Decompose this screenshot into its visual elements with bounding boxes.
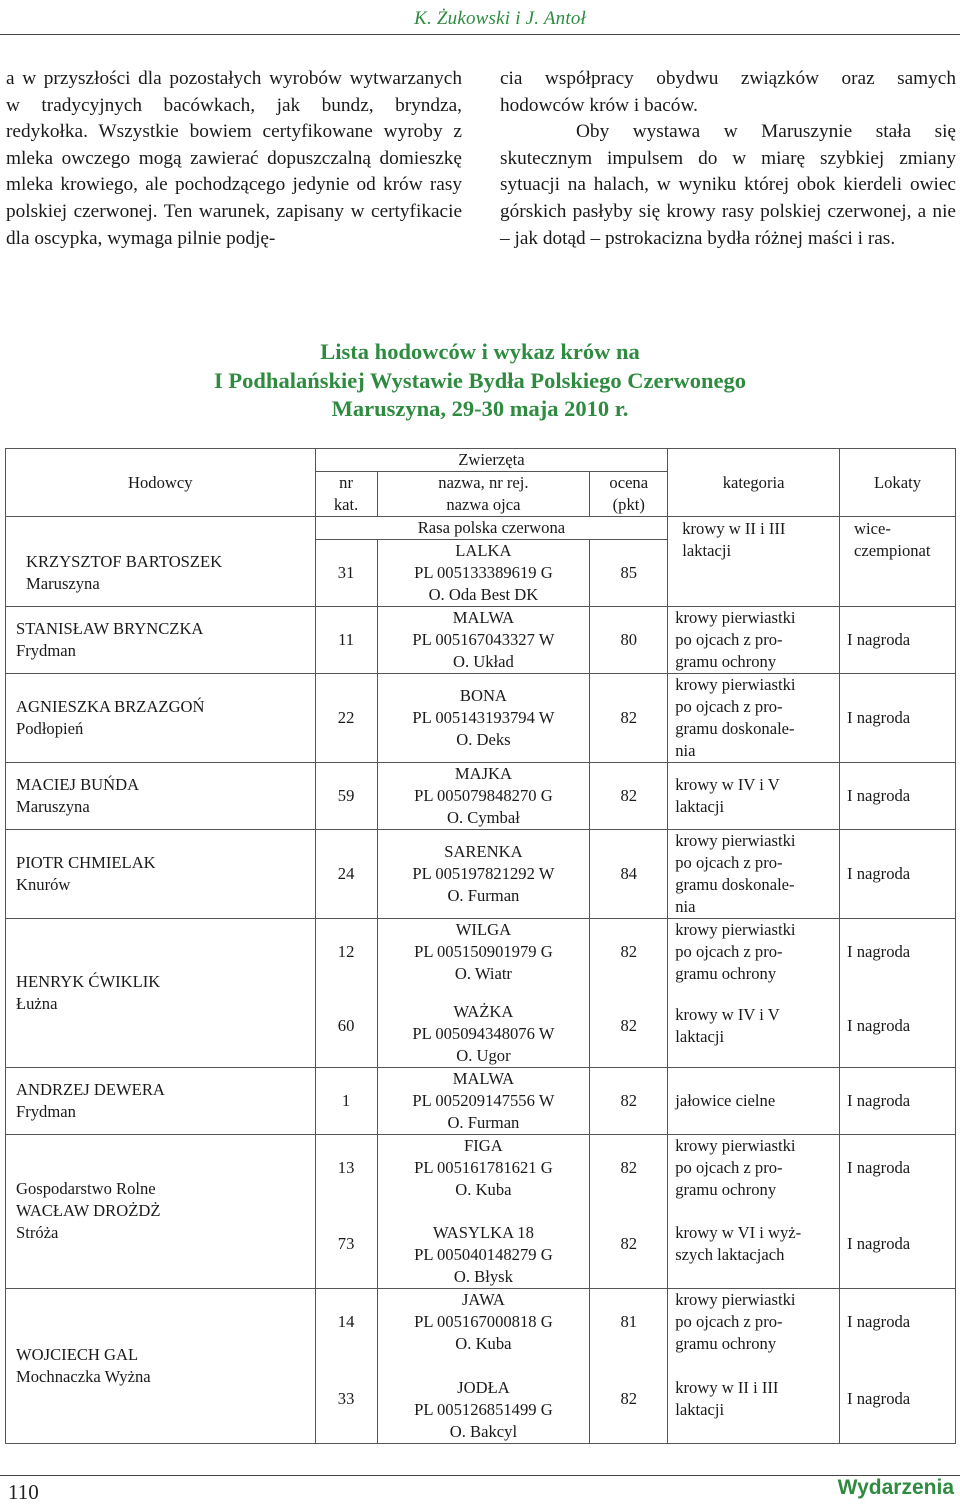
animal-nr: 22 [315,674,377,763]
animal-rank: I nagroda [840,919,956,986]
animal-nr: 59 [315,763,377,830]
animal-category: krowy pierwiastki po ojcach z pro- gramu ochrony [668,919,840,986]
animal-score: 82 [590,1067,668,1134]
breed-label: Rasa polska czerwona [315,517,668,540]
animal-nr: 73 [315,1201,377,1289]
page-number: 110 [8,1480,39,1504]
animal-score: 85 [590,540,668,607]
breeder-cell: MACIEJ BUŃDA Maruszyna [6,763,316,830]
animal-category: krowy pierwiastki po ojcach z pro- gramu ochrony [668,607,840,674]
animal-score: 82 [590,985,668,1067]
animal-score: 82 [590,763,668,830]
animal-rank: wice- czempionat [840,540,956,607]
animal-score: 81 [590,1289,668,1356]
animal-nr: 60 [315,985,377,1067]
animal-rank: I nagroda [840,674,956,763]
animal-rank: I nagroda [840,985,956,1067]
animal-cell: MALWA PL 005209147556 W O. Furman [377,1067,590,1134]
header-rank: Lokaty [840,449,956,517]
animal-score: 84 [590,830,668,919]
animal-rank: I nagroda [840,1289,956,1356]
animal-category: krowy pierwiastki po ojcach z pro- gramu ochrony [668,1289,840,1356]
breeder-cell: AGNIESZKA BRZAZGOŃ Podłopień [6,674,316,763]
animal-cell: WILGA PL 005150901979 G O. Wiatr [377,919,590,986]
animal-score: 82 [590,1134,668,1201]
animal-cell: FIGA PL 005161781621 G O. Kuba [377,1134,590,1201]
animal-rank: I nagroda [840,1201,956,1289]
header-category: kategoria [668,449,840,517]
animal-category: krowy pierwiastki po ojcach z pro- gramu doskonale- nia [668,830,840,919]
animal-score: 82 [590,919,668,986]
animal-category: krowy w IV i V laktacji [668,985,840,1067]
animal-cell: JODŁA PL 005126851499 G O. Bakcyl [377,1355,590,1443]
animal-category: krowy w II i III laktacji [668,1355,840,1443]
animal-score: 80 [590,607,668,674]
breeder-cell: PIOTR CHMIELAK Knurów [6,830,316,919]
header-rule [0,34,960,35]
animal-cell: MALWA PL 005167043327 W O. Układ [377,607,590,674]
animal-cell: LALKA PL 005133389619 G O. Oda Best DK [377,540,590,607]
list-title-line-2: I Podhalańskiej Wystawie Bydła Polskiego Czerwonego [214,367,746,393]
animal-score: 82 [590,1201,668,1289]
header-animals: Zwierzęta [315,449,668,472]
animal-rank: I nagroda [840,830,956,919]
animal-nr: 14 [315,1289,377,1356]
animal-cell: BONA PL 005143193794 W O. Deks [377,674,590,763]
header-nr: nr kat. [315,472,377,517]
animal-nr: 1 [315,1067,377,1134]
header-breeders: Hodowcy [6,449,316,517]
animal-nr: 13 [315,1134,377,1201]
breeders-table [5,448,956,1444]
animal-nr: 11 [315,607,377,674]
animal-nr: 33 [315,1355,377,1443]
body-column-left [6,66,462,252]
animal-score: 82 [590,1355,668,1443]
animal-nr: 24 [315,830,377,919]
animal-score: 82 [590,674,668,763]
breeder-cell: HENRYK ĆWIKLIK Łużna [6,919,316,1068]
animal-rank: I nagroda [840,1067,956,1134]
paragraph-left: a w przyszłości dla pozostałych wyrobów wytwarzanych w tradycyjnych bacówkach, jak bundz, bryndza, redykołka. Wszystkie bowiem certyfikowane wyroby z mleka owczego mogą zawierać dopuszczalną domieszkę mleka krowiego, ale pochodzącego jedynie od krów rasy polskiej czerwonej. Ten warunek, zapisany w certyfikacie dla oscypka, wymaga pilnie podję- [6,68,462,249]
animal-rank: I nagroda [840,1355,956,1443]
breeder-cell: WOJCIECH GAL Mochnaczka Wyżna [6,1289,316,1444]
animal-category: krowy pierwiastki po ojcach z pro- gramu ochrony [668,1134,840,1201]
animal-cell: MAJKA PL 005079848270 G O. Cymbał [377,763,590,830]
breeder-cell [6,517,316,607]
running-header-authors: K. Żukowski i J. Antoł [414,8,586,29]
animal-nr: 12 [315,919,377,986]
animal-rank: I nagroda [840,1134,956,1201]
footer-rule [0,1475,960,1476]
animal-category: krowy w VI i wyż- szych laktacjach [668,1201,840,1289]
body-column-right [500,66,956,252]
header-score: ocena (pkt) [590,472,668,517]
list-title-line-1: Lista hodowców i wykaz krów na [320,339,640,364]
header-name: nazwa, nr rej. nazwa ojca [377,472,590,517]
breeder-name: KRZYSZTOF BARTOSZEK [26,551,223,571]
breeder-cell: ANDRZEJ DEWERA Frydman [6,1067,316,1134]
animal-cell: WASYLKA 18 PL 005040148279 G O. Błysk [377,1201,590,1289]
breeder-cell: Gospodarstwo Rolne WACŁAW DROŻDŻ Stróża [6,1134,316,1289]
animal-cell: JAWA PL 005167000818 G O. Kuba [377,1289,590,1356]
list-title [0,338,960,424]
breeder-place: Maruszyna [26,573,100,593]
animal-category: krowy pierwiastki po ojcach z pro- gramu doskonale- nia [668,674,840,763]
list-title-line-3: Maruszyna, 29-30 maja 2010 r. [331,396,629,421]
animal-category: krowy w II i III laktacji [668,540,840,607]
paragraph-right-1: cia współpracy obydwu związków oraz samych hodowców krów i baców. [500,68,956,116]
animal-category: jałowice cielne [668,1067,840,1134]
animal-rank: I nagroda [840,763,956,830]
paragraph-right-2: Oby wystawa w Maruszynie stała się skutecznym impulsem do w miarę szybkiej zmiany sytuacji na halach, w wyniku której obok kierdeli owiec górskich pasłyby się krowy rasy polskiej czerwonej, a nie – jak dotąd – pstrokacizna bydła różnej maści i ras. [500,121,956,249]
breeder-cell: STANISŁAW BRYNCZKA Frydman [6,607,316,674]
section-name: Wydarzenia [837,1476,954,1499]
animal-nr: 31 [315,540,377,607]
animal-category: krowy w IV i V laktacji [668,763,840,830]
animal-cell: WAŻKA PL 005094348076 W O. Ugor [377,985,590,1067]
animal-cell: SARENKA PL 005197821292 W O. Furman [377,830,590,919]
animal-rank: I nagroda [840,607,956,674]
